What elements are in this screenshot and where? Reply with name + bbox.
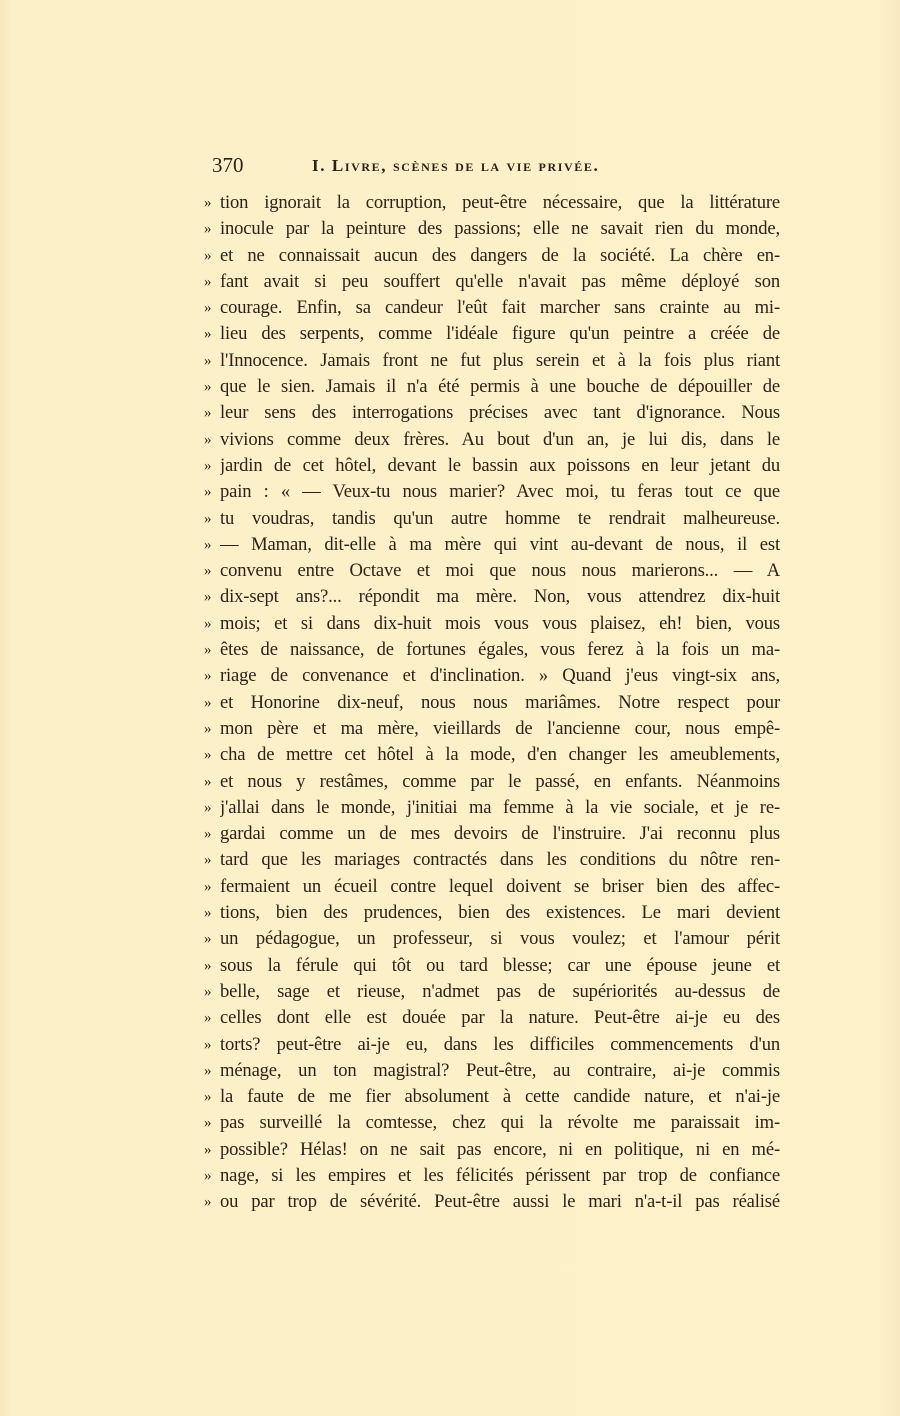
text-line [204, 1058, 780, 1084]
quotation-mark: » [204, 563, 212, 580]
text-line [204, 979, 780, 1005]
quotation-mark: » [204, 405, 212, 422]
line-text: pas surveillé la comtesse, chez qui la révolte me paraissait im- [220, 1112, 780, 1134]
text-line [204, 532, 780, 558]
text-line [204, 216, 780, 242]
quotation-mark: » [204, 273, 212, 290]
text-line [204, 190, 780, 216]
text-line [204, 847, 780, 873]
line-text: et Honorine dix-neuf, nous nous mariâmes. Notre respect pour [220, 691, 780, 713]
line-text: leur sens des interrogations précises avec tant d'ignorance. Nous [220, 402, 780, 424]
quotation-mark: » [204, 694, 212, 711]
text-line [204, 243, 780, 269]
quotation-mark: » [204, 615, 212, 632]
text-line [204, 295, 780, 321]
text-line [204, 1189, 780, 1215]
quotation-mark: » [204, 221, 212, 238]
text-line [204, 663, 780, 689]
quotation-mark: » [204, 326, 212, 343]
text-line [204, 400, 780, 426]
quotation-mark: » [204, 1089, 212, 1106]
line-text: un pédagogue, un professeur, si vous voulez; et l'amour périt [220, 928, 780, 950]
line-text: cha de mettre cet hôtel à la mode, d'en changer les ameublements, [220, 744, 780, 766]
line-text: courage. Enfin, sa candeur l'eût fait marcher sans crainte au mi- [220, 297, 780, 319]
quotation-mark: » [204, 352, 212, 369]
line-text: et ne connaissait aucun des dangers de la société. La chère en- [220, 244, 780, 266]
quotation-mark: » [204, 589, 212, 606]
quotation-mark: » [204, 957, 212, 974]
text-line [204, 1110, 780, 1136]
text-line [204, 1163, 780, 1189]
quotation-mark: » [204, 195, 212, 211]
line-text: fermaient un écueil contre lequel doivent se briser bien des affec- [220, 875, 780, 897]
line-text: possible? Hélas! on ne sait pas encore, ni en politique, ni en mé- [220, 1138, 780, 1160]
quotation-mark: » [204, 852, 212, 869]
line-text: inocule par la peinture des passions; elle ne savait rien du monde, [220, 218, 780, 240]
quotation-mark: » [204, 878, 212, 895]
text-line [204, 795, 780, 821]
line-text: nage, si les empires et les félicités périssent par trop de confiance [220, 1164, 780, 1186]
text-line [204, 321, 780, 347]
quotation-mark: » [204, 484, 212, 501]
line-text: celles dont elle est douée par la nature. Peut-être ai-je eu des [220, 1007, 780, 1029]
quotation-mark: » [204, 1062, 212, 1079]
running-title: I. Livre, scènes de la vie privée. [312, 156, 600, 175]
line-text: pain : « — Veux-tu nous marier? Avec moi, tu feras tout ce que [220, 481, 780, 503]
line-text: ménage, un ton magistral? Peut-être, au contraire, ai-je commis [220, 1059, 780, 1081]
text-line [204, 690, 780, 716]
line-text: — Maman, dit-elle à ma mère qui vint au-devant de nous, il est [220, 533, 780, 555]
line-text: tu voudras, tandis qu'un autre homme te rendrait malheureuse. [220, 507, 780, 529]
line-text: sous la férule qui tôt ou tard blesse; car une épouse jeune et [220, 954, 780, 976]
quotation-mark: » [204, 720, 212, 737]
quotation-mark: » [204, 431, 212, 448]
text-line [204, 453, 780, 479]
text-line [204, 926, 780, 952]
text-line [204, 953, 780, 979]
text-line [204, 611, 780, 637]
text-line [204, 900, 780, 926]
line-text: lieu des serpents, comme l'idéale figure qu'un peintre a créée de [220, 323, 780, 345]
line-text: vivions comme deux frères. Au bout d'un an, je lui dis, dans le [220, 428, 780, 450]
text-line [204, 558, 780, 584]
text-line [204, 427, 780, 453]
quotation-mark: » [204, 983, 212, 1000]
text-line [204, 821, 780, 847]
quotation-mark: » [204, 247, 212, 264]
text-line [204, 1084, 780, 1110]
line-text: ou par trop de sévérité. Peut-être aussi le mari n'a-t-il pas réalisé [220, 1191, 780, 1213]
text-line [204, 348, 780, 374]
text-line [204, 1005, 780, 1031]
text-line [204, 637, 780, 663]
line-text: tions, bien des prudences, bien des existences. Le mari devient [220, 902, 780, 924]
quotation-mark: » [204, 1194, 212, 1211]
text-line [204, 374, 780, 400]
line-text: torts? peut-être ai-je eu, dans les difficiles commencements d'un [220, 1033, 780, 1055]
quotation-mark: » [204, 300, 212, 317]
quotation-mark: » [204, 1167, 212, 1184]
quotation-mark: » [204, 668, 212, 685]
line-text: et nous y restâmes, comme par le passé, en enfants. Néanmoins [220, 770, 780, 792]
text-line [204, 479, 780, 505]
page-body-text [204, 190, 780, 1216]
line-text: belle, sage et rieuse, n'admet pas de supériorités au-dessus de [220, 980, 780, 1002]
quotation-mark: » [204, 1036, 212, 1053]
quotation-mark: » [204, 1010, 212, 1027]
quotation-mark: » [204, 642, 212, 659]
line-text: gardai comme un de mes devoirs de l'instruire. J'ai reconnu plus [220, 823, 780, 845]
line-text: riage de convenance et d'inclination. » Quand j'eus vingt-six ans, [220, 665, 780, 687]
quotation-mark: » [204, 773, 212, 790]
line-text: dix-sept ans?... répondit ma mère. Non, vous attendrez dix-huit [220, 586, 780, 608]
quotation-mark: » [204, 747, 212, 764]
quotation-mark: » [204, 931, 212, 948]
line-text: l'Innocence. Jamais front ne fut plus serein et à la fois plus riant [220, 349, 780, 371]
quotation-mark: » [204, 379, 212, 396]
quotation-mark: » [204, 1141, 212, 1158]
line-text: convenu entre Octave et moi que nous nous marierons... — A [220, 560, 780, 582]
quotation-mark: » [204, 799, 212, 816]
quotation-mark: » [204, 457, 212, 474]
page-header [212, 153, 792, 183]
line-text: tard que les mariages contractés dans les conditions du nôtre ren- [220, 849, 780, 871]
line-text: que le sien. Jamais il n'a été permis à une bouche de dépouiller de [220, 376, 780, 398]
line-text: tion ignorait la corruption, peut-être nécessaire, que la littérature [220, 192, 780, 213]
text-line [204, 742, 780, 768]
line-text: mois; et si dans dix-huit mois vous vous plaisez, eh! bien, vous [220, 612, 780, 634]
text-line [204, 1137, 780, 1163]
text-line [204, 1032, 780, 1058]
quotation-mark: » [204, 1115, 212, 1132]
text-line [204, 874, 780, 900]
line-text: mon père et ma mère, vieillards de l'ancienne cour, nous empê- [220, 717, 780, 739]
line-text: jardin de cet hôtel, devant le bassin aux poissons en leur jetant du [220, 454, 780, 476]
text-line [204, 584, 780, 610]
quotation-mark: » [204, 536, 212, 553]
text-line [204, 506, 780, 532]
line-text: fant avait si peu souffert qu'elle n'avait pas même déployé son [220, 270, 780, 292]
quotation-mark: » [204, 905, 212, 922]
page-number: 370 [212, 153, 244, 177]
text-line [204, 269, 780, 295]
text-line [204, 716, 780, 742]
line-text: êtes de naissance, de fortunes égales, vous ferez à la fois un ma- [220, 639, 780, 661]
line-text: j'allai dans le monde, j'initiai ma femme à la vie sociale, et je re- [220, 796, 780, 818]
text-line [204, 769, 780, 795]
quotation-mark: » [204, 826, 212, 843]
line-text: la faute de me fier absolument à cette candide nature, et n'ai-je [220, 1086, 780, 1108]
quotation-mark: » [204, 510, 212, 527]
